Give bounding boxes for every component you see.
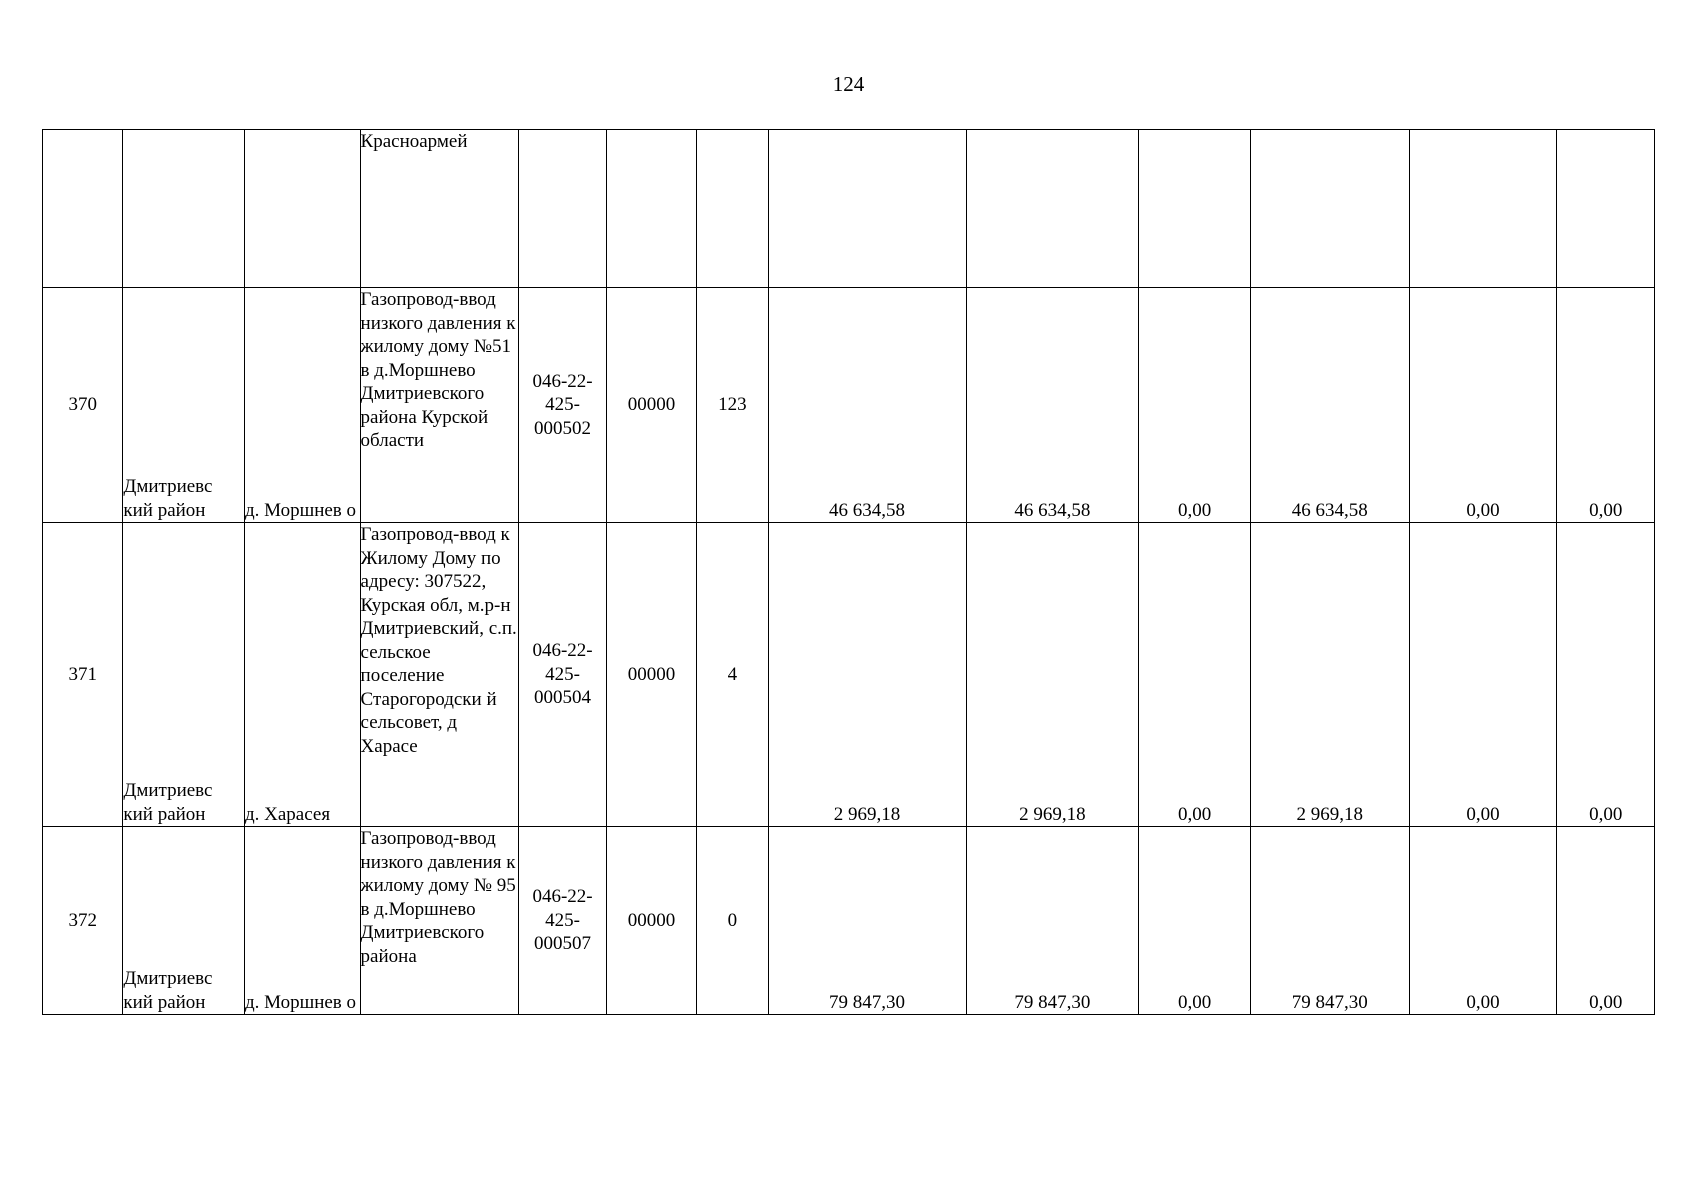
cell-code: 00000 — [606, 827, 696, 1015]
cell-code: 00000 — [606, 288, 696, 523]
cell-value-1: 2 969,18 — [768, 523, 966, 827]
cell-value-4: 79 847,30 — [1250, 827, 1409, 1015]
cell-cadastre — [519, 130, 606, 288]
cell-num: 371 — [43, 523, 123, 827]
cell-value-2: 46 634,58 — [966, 288, 1139, 523]
cell-cadastre: 046-22-425-000507 — [519, 827, 606, 1015]
cell-value-5: 0,00 — [1409, 827, 1557, 1015]
cell-value-4: 2 969,18 — [1250, 523, 1409, 827]
table-row-continuation — [43, 130, 1655, 288]
cell-value-4: 46 634,58 — [1250, 288, 1409, 523]
cell-qty — [697, 130, 768, 288]
cell-cadastre: 046-22-425-000502 — [519, 288, 606, 523]
table-row — [43, 288, 1655, 523]
cell-value-1 — [768, 130, 966, 288]
cell-name: Газопровод-ввод к Жилому Дому по адресу: 307522, Курская обл, м.р-н Дмитриевский, с.п. сельское поселение Старогородски й сельсовет, д Харасе — [360, 523, 519, 827]
cell-num: 372 — [43, 827, 123, 1015]
cell-locality — [244, 130, 360, 288]
cell-locality: д. Харасея — [244, 523, 360, 827]
cell-name: Газопровод-ввод низкого давления к жилому дому № 95 в д.Моршнево Дмитриевского района — [360, 827, 519, 1015]
cell-cadastre: 046-22-425-000504 — [519, 523, 606, 827]
cell-value-6: 0,00 — [1557, 288, 1655, 523]
cell-value-3: 0,00 — [1139, 523, 1251, 827]
cell-value-2: 79 847,30 — [966, 827, 1139, 1015]
table-row — [43, 523, 1655, 827]
cell-code: 00000 — [606, 523, 696, 827]
cell-num: 370 — [43, 288, 123, 523]
cell-locality: д. Моршнев о — [244, 288, 360, 523]
page-number: 124 — [832, 72, 865, 96]
cell-name: Газопровод-ввод низкого давления к жилому дому №51 в д.Моршнево Дмитриевского района Курской области — [360, 288, 519, 523]
cell-value-5 — [1409, 130, 1557, 288]
cell-value-6 — [1557, 130, 1655, 288]
cell-value-5: 0,00 — [1409, 288, 1557, 523]
cell-value-1: 79 847,30 — [768, 827, 966, 1015]
cell-value-2 — [966, 130, 1139, 288]
registry-table — [42, 129, 1655, 1015]
cell-value-2: 2 969,18 — [966, 523, 1139, 827]
cell-value-4 — [1250, 130, 1409, 288]
table-row — [43, 827, 1655, 1015]
cell-num — [43, 130, 123, 288]
cell-name — [360, 130, 519, 288]
cell-code — [606, 130, 696, 288]
cell-qty: 4 — [697, 523, 768, 827]
cell-value-5: 0,00 — [1409, 523, 1557, 827]
cell-value-6: 0,00 — [1557, 827, 1655, 1015]
cell-qty: 0 — [697, 827, 768, 1015]
cell-value-6: 0,00 — [1557, 523, 1655, 827]
cell-value-3: 0,00 — [1139, 288, 1251, 523]
cell-district: Дмитриевс кий район — [123, 288, 245, 523]
cell-district: Дмитриевс кий район — [123, 523, 245, 827]
cell-locality: д. Моршнев о — [244, 827, 360, 1015]
cell-value-3 — [1139, 130, 1251, 288]
cell-district: Дмитриевс кий район — [123, 827, 245, 1015]
cell-district — [123, 130, 245, 288]
cell-value-1: 46 634,58 — [768, 288, 966, 523]
cell-qty: 123 — [697, 288, 768, 523]
cell-value-3: 0,00 — [1139, 827, 1251, 1015]
object-name: Красноармей — [360, 131, 468, 152]
